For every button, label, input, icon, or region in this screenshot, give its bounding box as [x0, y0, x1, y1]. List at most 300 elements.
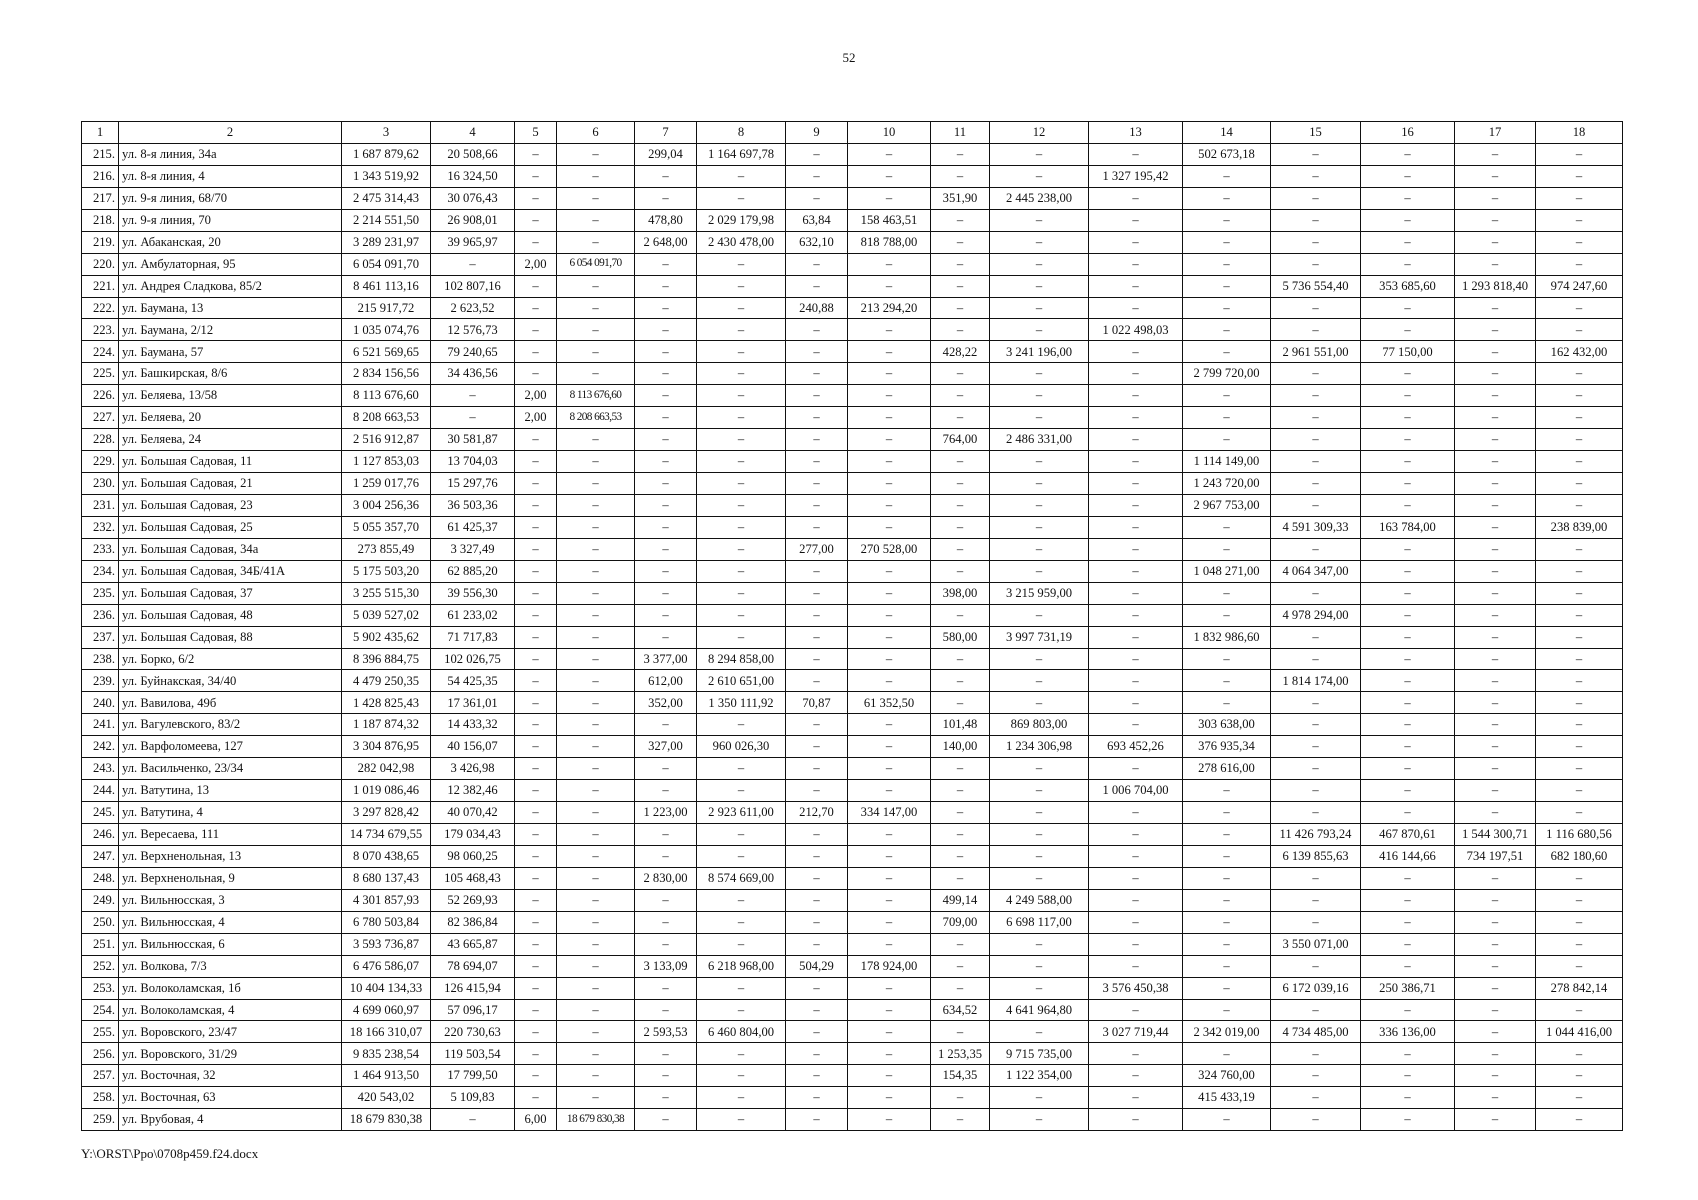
value-cell: –: [1536, 231, 1623, 253]
address-cell: ул. Вильнюсская, 6: [119, 933, 342, 955]
value-cell: –: [1536, 582, 1623, 604]
value-cell: –: [697, 977, 786, 999]
value-cell: –: [1361, 670, 1455, 692]
value-cell: –: [1089, 626, 1183, 648]
value-cell: –: [1455, 604, 1536, 626]
value-cell: 8 113 676,60: [342, 385, 431, 407]
value-cell: –: [848, 714, 931, 736]
value-cell: –: [1183, 802, 1271, 824]
value-cell: –: [515, 143, 557, 165]
value-cell: 734 197,51: [1455, 845, 1536, 867]
value-cell: 3 426,98: [431, 758, 515, 780]
value-cell: –: [1089, 692, 1183, 714]
value-cell: –: [1361, 429, 1455, 451]
value-cell: –: [990, 516, 1089, 538]
value-cell: –: [1361, 319, 1455, 341]
value-cell: –: [990, 802, 1089, 824]
value-cell: –: [635, 845, 697, 867]
value-cell: –: [848, 187, 931, 209]
row-number-cell: 253.: [82, 977, 119, 999]
row-number-cell: 255.: [82, 1021, 119, 1043]
value-cell: –: [1089, 648, 1183, 670]
value-cell: –: [697, 1087, 786, 1109]
table-row: [82, 407, 1623, 429]
column-header-4: 4: [431, 122, 515, 144]
value-cell: –: [1455, 867, 1536, 889]
value-cell: –: [1361, 933, 1455, 955]
value-cell: 6 172 039,16: [1271, 977, 1361, 999]
value-cell: –: [931, 253, 990, 275]
value-cell: –: [931, 275, 990, 297]
value-cell: 82 386,84: [431, 911, 515, 933]
value-cell: 273 855,49: [342, 538, 431, 560]
value-cell: 2 923 611,00: [697, 802, 786, 824]
value-cell: –: [1455, 977, 1536, 999]
table-row: [82, 692, 1623, 714]
table-row: [82, 494, 1623, 516]
value-cell: –: [931, 1087, 990, 1109]
value-cell: –: [1271, 758, 1361, 780]
value-cell: –: [515, 977, 557, 999]
row-number-cell: 231.: [82, 494, 119, 516]
value-cell: 162 432,00: [1536, 341, 1623, 363]
table-row: [82, 626, 1623, 648]
row-number-cell: 215.: [82, 143, 119, 165]
address-cell: ул. 9-я линия, 68/70: [119, 187, 342, 209]
value-cell: –: [1536, 297, 1623, 319]
row-number-cell: 219.: [82, 231, 119, 253]
value-cell: –: [990, 143, 1089, 165]
value-cell: –: [1089, 889, 1183, 911]
table-row: [82, 1043, 1623, 1065]
value-cell: –: [635, 626, 697, 648]
value-cell: –: [1271, 736, 1361, 758]
value-cell: –: [990, 451, 1089, 473]
value-cell: 54 425,35: [431, 670, 515, 692]
value-cell: –: [848, 758, 931, 780]
value-cell: –: [848, 1109, 931, 1131]
value-cell: –: [635, 977, 697, 999]
value-cell: –: [1271, 955, 1361, 977]
value-cell: 178 924,00: [848, 955, 931, 977]
value-cell: –: [931, 363, 990, 385]
value-cell: 6 218 968,00: [697, 955, 786, 977]
value-cell: 163 784,00: [1361, 516, 1455, 538]
column-header-12: 12: [990, 122, 1089, 144]
value-cell: 78 694,07: [431, 955, 515, 977]
value-cell: –: [557, 780, 635, 802]
value-cell: 2 799 720,00: [1183, 363, 1271, 385]
value-cell: –: [557, 604, 635, 626]
value-cell: –: [1536, 538, 1623, 560]
address-cell: ул. Борко, 6/2: [119, 648, 342, 670]
value-cell: –: [848, 341, 931, 363]
value-cell: –: [990, 275, 1089, 297]
address-cell: ул. Вильнюсская, 3: [119, 889, 342, 911]
value-cell: 240,88: [786, 297, 848, 319]
address-cell: ул. 9-я линия, 70: [119, 209, 342, 231]
address-cell: ул. Врубовая, 4: [119, 1109, 342, 1131]
value-cell: –: [1089, 407, 1183, 429]
value-cell: –: [1361, 560, 1455, 582]
address-cell: ул. Ватутина, 13: [119, 780, 342, 802]
value-cell: –: [697, 516, 786, 538]
value-cell: –: [635, 275, 697, 297]
value-cell: –: [786, 977, 848, 999]
value-cell: –: [515, 626, 557, 648]
table-row: [82, 955, 1623, 977]
address-cell: ул. Большая Садовая, 23: [119, 494, 342, 516]
value-cell: –: [557, 560, 635, 582]
table-row: [82, 363, 1623, 385]
value-cell: 960 026,30: [697, 736, 786, 758]
value-cell: –: [1536, 253, 1623, 275]
value-cell: –: [635, 911, 697, 933]
value-cell: 415 433,19: [1183, 1087, 1271, 1109]
address-cell: ул. Большая Садовая, 11: [119, 451, 342, 473]
value-cell: –: [848, 253, 931, 275]
value-cell: –: [931, 933, 990, 955]
value-cell: –: [848, 626, 931, 648]
value-cell: –: [931, 780, 990, 802]
value-cell: –: [1455, 319, 1536, 341]
value-cell: 376 935,34: [1183, 736, 1271, 758]
column-header-2: 2: [119, 122, 342, 144]
value-cell: 6 139 855,63: [1271, 845, 1361, 867]
footer-file-path: Y:\ORST\Ppo\0708p459.f24.docx: [81, 1146, 259, 1161]
row-number-cell: 239.: [82, 670, 119, 692]
value-cell: –: [1089, 824, 1183, 846]
value-cell: 220 730,63: [431, 1021, 515, 1043]
value-cell: 4 591 309,33: [1271, 516, 1361, 538]
value-cell: 71 717,83: [431, 626, 515, 648]
value-cell: 10 404 134,33: [342, 977, 431, 999]
value-cell: –: [1271, 407, 1361, 429]
value-cell: 2 610 651,00: [697, 670, 786, 692]
value-cell: –: [786, 1087, 848, 1109]
value-cell: 3 004 256,36: [342, 494, 431, 516]
value-cell: –: [1536, 429, 1623, 451]
column-header-6: 6: [557, 122, 635, 144]
value-cell: –: [635, 604, 697, 626]
value-cell: 6 521 569,65: [342, 341, 431, 363]
value-cell: –: [1361, 736, 1455, 758]
value-cell: –: [697, 407, 786, 429]
value-cell: 13 704,03: [431, 451, 515, 473]
value-cell: –: [786, 451, 848, 473]
value-cell: –: [1271, 143, 1361, 165]
value-cell: 15 297,76: [431, 473, 515, 495]
value-cell: 869 803,00: [990, 714, 1089, 736]
value-cell: –: [786, 1065, 848, 1087]
value-cell: 5 736 554,40: [1271, 275, 1361, 297]
value-cell: –: [557, 429, 635, 451]
value-cell: 1 253,35: [931, 1043, 990, 1065]
value-cell: –: [1455, 494, 1536, 516]
value-cell: –: [1361, 407, 1455, 429]
value-cell: 634,52: [931, 999, 990, 1021]
value-cell: –: [786, 1043, 848, 1065]
address-cell: ул. Большая Садовая, 88: [119, 626, 342, 648]
address-cell: ул. Беляева, 24: [119, 429, 342, 451]
value-cell: –: [1361, 143, 1455, 165]
value-cell: –: [1361, 494, 1455, 516]
value-cell: –: [1536, 999, 1623, 1021]
value-cell: 5 039 527,02: [342, 604, 431, 626]
value-cell: –: [557, 1021, 635, 1043]
column-header-14: 14: [1183, 122, 1271, 144]
column-header-16: 16: [1361, 122, 1455, 144]
address-cell: ул. Ватутина, 4: [119, 802, 342, 824]
value-cell: –: [848, 319, 931, 341]
value-cell: 467 870,61: [1361, 824, 1455, 846]
value-cell: 1 350 111,92: [697, 692, 786, 714]
value-cell: –: [515, 209, 557, 231]
value-cell: 3 133,09: [635, 955, 697, 977]
value-cell: –: [1361, 363, 1455, 385]
value-cell: –: [515, 955, 557, 977]
value-cell: 6 054 091,70: [557, 253, 635, 275]
value-cell: –: [848, 911, 931, 933]
value-cell: 2 486 331,00: [990, 429, 1089, 451]
value-cell: –: [515, 802, 557, 824]
value-cell: –: [1183, 692, 1271, 714]
value-cell: –: [635, 165, 697, 187]
value-cell: –: [1455, 582, 1536, 604]
value-cell: –: [1089, 802, 1183, 824]
value-cell: 428,22: [931, 341, 990, 363]
value-cell: –: [1089, 999, 1183, 1021]
value-cell: –: [1361, 1043, 1455, 1065]
table-row: [82, 473, 1623, 495]
value-cell: 352,00: [635, 692, 697, 714]
value-cell: –: [557, 999, 635, 1021]
value-cell: 3 327,49: [431, 538, 515, 560]
value-cell: 324 760,00: [1183, 1065, 1271, 1087]
value-cell: 5 109,83: [431, 1087, 515, 1109]
address-cell: ул. Амбулаторная, 95: [119, 253, 342, 275]
value-cell: 102 026,75: [431, 648, 515, 670]
value-cell: –: [1361, 1087, 1455, 1109]
table-row: [82, 1087, 1623, 1109]
value-cell: –: [786, 933, 848, 955]
value-cell: –: [697, 889, 786, 911]
value-cell: –: [1271, 538, 1361, 560]
value-cell: –: [697, 275, 786, 297]
value-cell: –: [1536, 911, 1623, 933]
value-cell: –: [1455, 1043, 1536, 1065]
table-row: [82, 911, 1623, 933]
value-cell: 34 436,56: [431, 363, 515, 385]
value-cell: –: [1089, 867, 1183, 889]
table-row: [82, 297, 1623, 319]
value-cell: –: [786, 494, 848, 516]
value-cell: –: [1536, 165, 1623, 187]
value-cell: –: [931, 845, 990, 867]
value-cell: 6 780 503,84: [342, 911, 431, 933]
address-cell: ул. Варфоломеева, 127: [119, 736, 342, 758]
value-cell: –: [697, 319, 786, 341]
value-cell: –: [1536, 1109, 1623, 1131]
row-number-cell: 228.: [82, 429, 119, 451]
value-cell: –: [515, 297, 557, 319]
value-cell: 8 680 137,43: [342, 867, 431, 889]
value-cell: –: [1361, 253, 1455, 275]
value-cell: –: [635, 253, 697, 275]
value-cell: –: [635, 999, 697, 1021]
value-cell: –: [1455, 560, 1536, 582]
value-cell: –: [1536, 363, 1623, 385]
value-cell: 250 386,71: [1361, 977, 1455, 999]
value-cell: –: [1271, 429, 1361, 451]
value-cell: –: [931, 867, 990, 889]
value-cell: –: [990, 692, 1089, 714]
table-row: [82, 999, 1623, 1021]
value-cell: –: [1361, 1065, 1455, 1087]
value-cell: –: [848, 494, 931, 516]
value-cell: –: [990, 253, 1089, 275]
value-cell: –: [515, 1021, 557, 1043]
value-cell: –: [635, 187, 697, 209]
value-cell: 3 289 231,97: [342, 231, 431, 253]
value-cell: 8 208 663,53: [557, 407, 635, 429]
value-cell: –: [515, 165, 557, 187]
value-cell: –: [635, 516, 697, 538]
value-cell: –: [1271, 253, 1361, 275]
value-cell: –: [557, 911, 635, 933]
value-cell: –: [1183, 407, 1271, 429]
value-cell: 278 616,00: [1183, 758, 1271, 780]
value-cell: –: [1455, 692, 1536, 714]
value-cell: 5 902 435,62: [342, 626, 431, 648]
value-cell: –: [786, 253, 848, 275]
value-cell: –: [1536, 955, 1623, 977]
value-cell: –: [1455, 1087, 1536, 1109]
value-cell: –: [557, 648, 635, 670]
value-cell: –: [1361, 187, 1455, 209]
value-cell: –: [786, 824, 848, 846]
value-cell: –: [697, 933, 786, 955]
value-cell: 18 679 830,38: [342, 1109, 431, 1131]
value-cell: –: [1271, 889, 1361, 911]
value-cell: –: [1183, 867, 1271, 889]
value-cell: –: [515, 714, 557, 736]
row-number-cell: 227.: [82, 407, 119, 429]
table-row: [82, 604, 1623, 626]
value-cell: 1 234 306,98: [990, 736, 1089, 758]
value-cell: –: [1361, 582, 1455, 604]
column-header-18: 18: [1536, 122, 1623, 144]
table-row: [82, 187, 1623, 209]
value-cell: 126 415,94: [431, 977, 515, 999]
value-cell: –: [557, 275, 635, 297]
value-cell: –: [1271, 473, 1361, 495]
value-cell: –: [1536, 560, 1623, 582]
value-cell: –: [990, 955, 1089, 977]
address-cell: ул. Большая Садовая, 48: [119, 604, 342, 626]
table-row: [82, 582, 1623, 604]
value-cell: 1 006 704,00: [1089, 780, 1183, 802]
value-cell: 1 259 017,76: [342, 473, 431, 495]
value-cell: –: [1536, 714, 1623, 736]
value-cell: –: [1361, 999, 1455, 1021]
value-cell: 4 641 964,80: [990, 999, 1089, 1021]
value-cell: –: [1183, 977, 1271, 999]
value-cell: –: [1361, 231, 1455, 253]
value-cell: –: [1089, 385, 1183, 407]
value-cell: 212,70: [786, 802, 848, 824]
value-cell: 499,14: [931, 889, 990, 911]
value-cell: –: [1361, 867, 1455, 889]
value-cell: 3 215 959,00: [990, 582, 1089, 604]
value-cell: 6 460 804,00: [697, 1021, 786, 1043]
address-cell: ул. Восточная, 32: [119, 1065, 342, 1087]
value-cell: 398,00: [931, 582, 990, 604]
column-header-17: 17: [1455, 122, 1536, 144]
value-cell: 14 734 679,55: [342, 824, 431, 846]
value-cell: –: [697, 999, 786, 1021]
value-cell: –: [1089, 933, 1183, 955]
value-cell: 2,00: [515, 407, 557, 429]
value-cell: –: [1536, 407, 1623, 429]
value-cell: 12 576,73: [431, 319, 515, 341]
value-cell: –: [635, 889, 697, 911]
value-cell: –: [635, 297, 697, 319]
value-cell: –: [990, 363, 1089, 385]
value-cell: 2 516 912,87: [342, 429, 431, 451]
column-header-11: 11: [931, 122, 990, 144]
value-cell: –: [1536, 802, 1623, 824]
value-cell: –: [557, 231, 635, 253]
value-cell: 3 377,00: [635, 648, 697, 670]
value-cell: –: [848, 473, 931, 495]
value-cell: –: [1183, 670, 1271, 692]
value-cell: 270 528,00: [848, 538, 931, 560]
row-number-cell: 252.: [82, 955, 119, 977]
value-cell: 26 908,01: [431, 209, 515, 231]
value-cell: –: [1271, 714, 1361, 736]
value-cell: –: [848, 648, 931, 670]
value-cell: –: [515, 824, 557, 846]
value-cell: –: [990, 407, 1089, 429]
value-cell: –: [786, 867, 848, 889]
value-cell: –: [697, 363, 786, 385]
value-cell: –: [1361, 209, 1455, 231]
value-cell: 14 433,32: [431, 714, 515, 736]
value-cell: –: [1536, 319, 1623, 341]
value-cell: –: [848, 143, 931, 165]
value-cell: 4 978 294,00: [1271, 604, 1361, 626]
value-cell: 9 715 735,00: [990, 1043, 1089, 1065]
value-cell: –: [431, 253, 515, 275]
column-header-3: 3: [342, 122, 431, 144]
value-cell: –: [697, 911, 786, 933]
value-cell: –: [697, 604, 786, 626]
value-cell: 8 294 858,00: [697, 648, 786, 670]
value-cell: 2 029 179,98: [697, 209, 786, 231]
value-cell: –: [990, 604, 1089, 626]
address-cell: ул. Верхненольная, 9: [119, 867, 342, 889]
value-cell: 502 673,18: [1183, 143, 1271, 165]
value-cell: –: [931, 473, 990, 495]
value-cell: –: [1271, 780, 1361, 802]
value-cell: –: [1361, 758, 1455, 780]
value-cell: –: [557, 955, 635, 977]
value-cell: –: [635, 385, 697, 407]
value-cell: 1 223,00: [635, 802, 697, 824]
row-number-cell: 233.: [82, 538, 119, 560]
value-cell: 79 240,65: [431, 341, 515, 363]
